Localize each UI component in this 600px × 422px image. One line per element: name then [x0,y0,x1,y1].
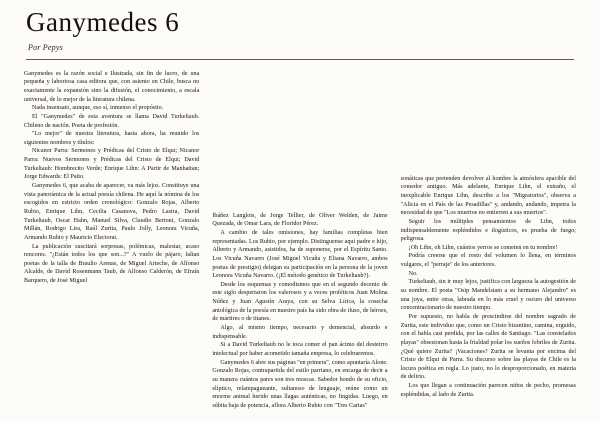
article-column-3 [401,70,576,411]
page-title: Ganymedes 6 [26,7,180,37]
paragraph: Ibáñez Langlois, de Jorge Tellier, de Oliver Welden, de Jaime Quezada, de Omar Lara, de Floridor Pérez. [212,212,388,228]
paragraph: Ganymedes 6, que acaba de aparecer, va más lejos. Constituye una vista panorámica de la actual poesía chilena. He aquí la nómina de los escogidos en estricto orden cronológico: Gonzalo Rojas, Alberto Rubio, Enrique Lihn, Cecilia Casanova, Pedro Lastra, David Turkeltaub, Oscar Hahn, Manuel Silva, Claudio Bertoni, Gonzalo Millán, Rodrigo Lira, Raúl Zurita, Paulo Jolly, Leonora Vicuña, Armando Rubio y Mauricio Electorat. [24,183,200,241]
paragraph: Ganymedes 6 abre sus páginas "en primera", como apuntaría Alone. Gonzalo Rojas, contrapartida del estilo parriano, en encarga de decir a su manera cuántos pares son tres moscas. Sabedor hondo de su oficio, elíptico, relampagueante, sultanoso de lenguaje, reúne como un enorme animal herido unas llagas auténticas, no fingidas. Luego, en súbita baja de potencia, aflora Alberto Rubio con "Tres Cartas" [212,359,388,409]
paragraph: Nada insensato, aunque, eso sí, inmenso el propósito. [32,105,164,112]
paragraph: El "Ganymedes" de esta aventura se llama David Turkeltaub. Chileno de nación. Poeta de profesión. [24,113,200,129]
masthead [0,0,600,52]
paragraph: Si a David Turkeltaub no le toca comer el pan ácimo del desteirro intelectual por haber acometido tamaña empresa, lo celebraremos. [212,342,388,357]
paragraph: Podría creerse que el resto del volumen lo llena, en términos vulgares, el "perraje" de los anteriores. [400,253,576,269]
byline: Por Pepys [28,42,63,52]
paragraph: La publicación suscitará sorpresas, polémicas, malestar, acaso rencores. "¿Están todos los que son...?" A vuelo de pájaro, faltan poetas de la talla de Braulio Arenas, de Miguel Arteche, de Alfonso Alcalde, de David Rosenmann Taub, de Alfonso Calderón, de Efraín Barquero, de José Miguel [24,243,200,285]
header-divider [26,59,574,60]
paragraph: sonáticas que pretenden devolver al hombre la atmósfera apacible del comedor antiguo. Más adelante, Enrique Lihn, el extraño, el inexplicable Enrique Lihn, describe a los "Migratorios", observa a "Alicia en el País de las Pesadillas" y, andando, andando, impetra la necesidad de que "Los muertos no entierren a sus muertos". [400,175,576,217]
article-columns [0,60,600,411]
article-column-1 [24,70,199,411]
paragraph: Nicanor Parra: Sermones y Prédicas del Cristo de Elqui; Nicanor Parra: Nuevos Sermones y Prédicas del Cristo de Elqui; David Turkeltaub: Hombrecito Verde; Enrique Lihn: A Partir de Manhattan; Jorge Edwards: El Patio. [24,148,200,181]
paragraph: "Lo mejor" de nuestra literatura, hasta ahora, ha reunido los siguientes nombres y títulos: [24,131,200,146]
paragraph: Turkeltaub, sin ir muy lejos, justifica con largueza la autogestión de su nombre. El poeta "Osip Mandelstam a su hermano Alejandro" es una joya, entre otras, labrada en lo más cruel y oscuro del universo concentracionario de nuestro tiempo. [400,279,576,312]
paragraph: Algo, al mismo tiempo, necesario y demencial, absurdo e indispensable. [212,325,388,340]
paragraph: Por supuesto, no habla de prescindirse del nombre sagrado de Zurita, este individuo que, como un Cristo bizantino, camina, erguido, con el habla casi perdida, por las calles de Santiago. "Las constelados playas" obsesionan hasta la frialdad polar los sueños febriles de Zurita. ¿Qué quiere Zurita? ¡Vacaciones? Zurita se levanta por encima del Cristo de Elqui de Parra. Su discurso sobre las playas de Chile es la locura poética en regla. Lo justo, no lo desproporcionado, en materia de delirio. [400,313,576,381]
paragraph: Desde los esquemas y comodismos que en el segundo decenio de este siglo despertaron los valerosos y a veces proféticos Juan Molina Núñez y Juan Agustín Araya, con su Selva Lírica, la cosecha antológica de la poesía en nuestro país ha sido obra de iluso, de héroes, de mártires o de titanes. [212,281,388,323]
paragraph: Los que llegan a continuación parecen niños de pecho, promesas espléndidas, al lado de Zurita. [400,383,576,398]
paragraph: Ganymedes es la razón social e Ilustrada, sin fin de lucro, de una pequeña y laboriosa casa editora que, con asiento en Chile, busca no exactamente la expansión sino la difusión, el conocimiento, a escala universal, de lo mejor de la literatura chilena. [24,70,200,103]
paragraph: No. [408,270,418,277]
article-column-2 [212,70,387,411]
paragraph: ¡Oh Lihn, oh Lihn, cuántos yerros se cometen en tu nombre! [408,244,558,251]
paragraph: A cambio de tales omisiones, hay familias completas bien representadas. Los Rubio, por ejemplo. Distinguense aquí padre e hijo, Alberto y Armando, asistidos, ha de suponerse, por el Espíritu Santo. Los Vicuña Navarro (José Miguel Vicuña y Eliana Navarro, ambos poetas de prestigio) delegan su participación en la persona de la joven Leonora Vicuña Navarro. (¡El método genético de Turkeltaub?). [212,229,388,280]
paragraph: Seguir los múltiples pensamientos de Lihn, todos indispensablemente espléndidos e ilogísticos, es prueba de fuego; peligrosa. [400,218,576,243]
